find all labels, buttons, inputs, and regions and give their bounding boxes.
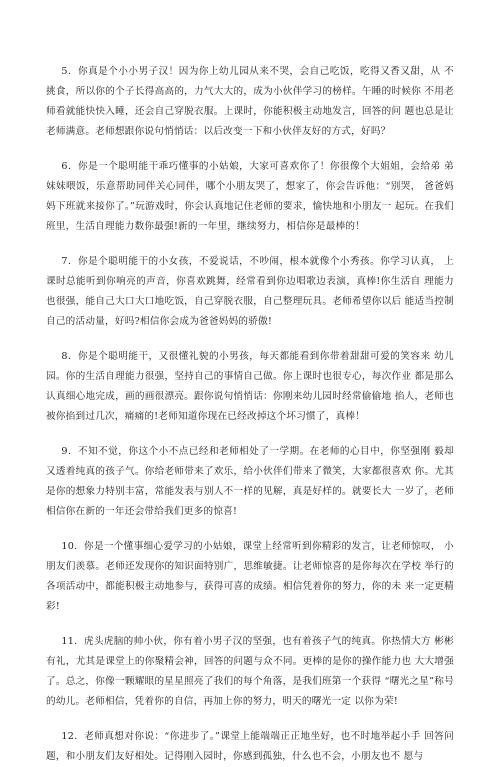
comment-paragraph-9: 9．不知不觉，你这个小不点已经和老师相处了一学期。在老师的心目中，你坚强刚 毅却又透着纯真的孩子气。你给老师带来了欢乐，给小伙伴们带来了微笑，大家都很喜欢 你。尤其是你的想象力特别丰富，常能发表与别人不一样的见解，真是好样的。就要长大 一岁了，老师相信你在新的一年还会带给我们更多的惊喜! <box>46 446 454 517</box>
comment-paragraph-6: 6．你是一个聪明能干乖巧懂事的小姑娘，大家可喜欢你了！你很像个大姐姐，会给弟 弟妹妹喂饭，乐意帮助同伴关心同伴，哪个小朋友哭了，想家了，你会告诉他：“别哭， 爸爸妈妈下班就来接你了。”玩游戏时，你会认真地记住老师的要求，愉快地和小朋友一 起玩。在我们班里，生活自理能力数你最强!新的一年里，继续努力，相信你是最棒的！ <box>46 161 454 232</box>
comment-paragraph-12: 12．老师真想对你说：“你进步了。”课堂上能端端正正地坐好，也不时地举起小手 回答问题，和小朋友们友好相处。记得刚入园时，你感到孤独，什么也不会，小朋友也不 愿与 <box>46 731 454 762</box>
comment-paragraph-11: 11．虎头虎脑的帅小伙，你有着小男子汉的坚强，也有着孩子气的纯真。你热情大方 彬彬有礼，尤其是课堂上的你聚精会神，回答的问题与众不同。更棒的是你的操作能力也 大大增强了。总之，你像一颗耀眼的星星照亮了我们的每个角落，是我们班第一个获得 “曙光之星”称号的幼儿。老师相信，凭着你的自信，再加上你的努力，明天的曙光一定 以你为荣! <box>46 636 454 707</box>
comment-paragraph-8: 8．你是个聪明能干，又很懂礼貌的小男孩，每天都能看到你带着甜甜可爱的笑容来 幼儿园。你的生活自理能力很强，坚持自己的事情自己做。你上课时也很专心，每次作业 都是那么认真细心地完成，画的画很漂亮。跟你说句悄悄话：你刚来幼儿园时经常偷偷地 掐人，老师也被你掐到过几次，痛痛的!老师知道你现在已经改掉这个坏习惯了，真棒！ <box>46 351 454 422</box>
comment-paragraph-10: 10．你是一个懂事细心爱学习的小姑娘，课堂上经常听到你精彩的发言，让老师惊叹， 小朋友们羡慕。老师还发现你的知识面特别广，思维敏捷。让老师惊喜的是你每次在学校 举行的各项活动中，都能积极主动地参与，获得可喜的成绩。相信凭着你的努力，你的未 来一定更精彩! <box>46 541 454 612</box>
comment-paragraph-5: 5．你真是个小小男子汉！因为你上幼儿园从来不哭，会自己吃饭，吃得又香又甜，从 不挑食，所以你的个子长得高高的，力气大大的，成为小伙伴学习的榜样。午睡的时候你 不用老师看就能快快入睡，还会自己穿脱衣服。上课时，你能积极主动地发言，回答的问 题也总是让老师满意。老师想跟你说句悄悄话：以后改变一下和小伙伴友好的方式，好吗？ <box>46 66 454 137</box>
comment-paragraph-7: 7．你是个聪明能干的小女孩，不爱说话，不吵闹，根本就像个小秀孩。你学习认真， 上课时总能听到你响亮的声音，你喜欢跳舞，经常看到你边唱歌边表演，真棒!你生活自 理能力也很强，能自己大口大口地吃饭，自己穿脱衣服，自己整理玩具。老师希望你以后 能适当控制自己的活动量，好吗?相信你会成为爸爸妈妈的骄傲! <box>46 256 454 327</box>
